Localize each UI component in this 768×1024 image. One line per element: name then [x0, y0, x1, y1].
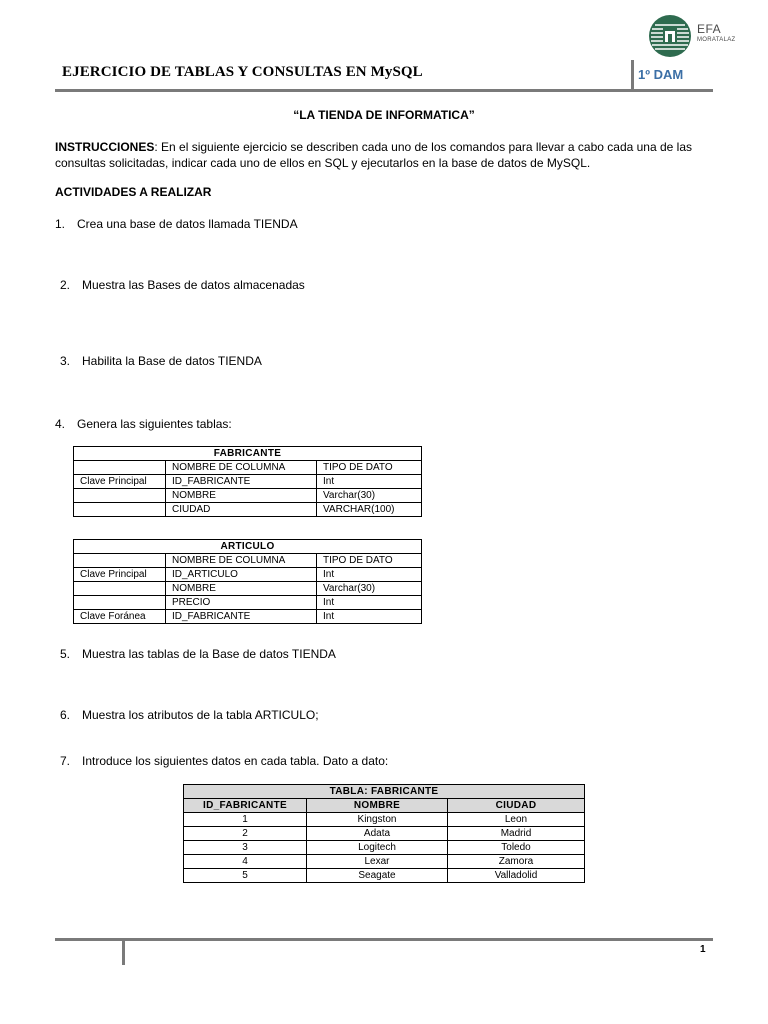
item-number: 1.	[55, 217, 66, 231]
item-text: Genera las siguientes tablas:	[77, 417, 232, 431]
column-header: TIPO DE DATO	[317, 461, 422, 475]
item-text: Introduce los siguientes datos en cada tabla. Dato a dato:	[82, 754, 389, 768]
instructions-line1: : En el siguiente ejercicio se describen cada uno de los comandos para llevar a cabo cada una de las	[154, 140, 693, 154]
articulo-spec-table	[73, 539, 422, 624]
item-number: 3.	[60, 354, 71, 368]
activities-heading: ACTIVIDADES A REALIZAR	[55, 185, 212, 199]
column-name-cell: PRECIO	[166, 596, 317, 610]
table-cell: Madrid	[448, 827, 585, 841]
key-cell	[74, 489, 166, 503]
column-header: NOMBRE DE COLUMNA	[166, 461, 317, 475]
item-text: Habilita la Base de datos TIENDA	[82, 354, 262, 368]
column-name-cell: ID_ARTICULO	[166, 568, 317, 582]
table-cell: 4	[184, 855, 307, 869]
type-cell: Int	[317, 596, 422, 610]
table-cell: Logitech	[307, 841, 448, 855]
item-number: 4.	[55, 417, 66, 431]
table-title: ARTICULO	[74, 540, 422, 554]
item-number: 5.	[60, 647, 71, 661]
footer-rule	[55, 938, 713, 941]
column-name-cell: NOMBRE	[166, 582, 317, 596]
instructions-paragraph	[55, 139, 705, 171]
type-cell: Int	[317, 568, 422, 582]
table-row	[74, 610, 422, 624]
type-cell: Varchar(30)	[317, 489, 422, 503]
key-cell	[74, 503, 166, 517]
key-cell: Clave Principal	[74, 475, 166, 489]
type-cell: Int	[317, 610, 422, 624]
type-cell: Varchar(30)	[317, 582, 422, 596]
logo-text: EFA	[697, 22, 722, 36]
item-number: 7.	[60, 754, 71, 768]
table-cell: 1	[184, 813, 307, 827]
table-cell: 5	[184, 869, 307, 883]
key-cell	[74, 582, 166, 596]
fabricante-spec-table	[73, 446, 422, 517]
table-cell: 2	[184, 827, 307, 841]
document-subtitle: “LA TIENDA DE INFORMATICA”	[293, 108, 475, 122]
efa-logo-icon	[648, 14, 692, 58]
item-text: Muestra las tablas de la Base de datos TIENDA	[82, 647, 336, 661]
table-caption: TABLA: FABRICANTE	[184, 785, 585, 799]
list-item	[60, 708, 319, 722]
table-cell: Toledo	[448, 841, 585, 855]
item-text: Muestra las Bases de datos almacenadas	[82, 278, 305, 292]
column-header: CIUDAD	[448, 799, 585, 813]
column-header: NOMBRE	[307, 799, 448, 813]
instructions-label: INSTRUCCIONES	[55, 140, 155, 154]
document-title: EJERCICIO DE TABLAS Y CONSULTAS EN MySQL	[62, 64, 423, 80]
table-cell: 3	[184, 841, 307, 855]
key-cell: Clave Foránea	[74, 610, 166, 624]
list-item	[60, 278, 305, 292]
header-divider	[631, 60, 634, 90]
table-cell: Valladolid	[448, 869, 585, 883]
column-name-cell: NOMBRE	[166, 489, 317, 503]
table-cell: Lexar	[307, 855, 448, 869]
logo-subtext: MORATALAZ	[697, 37, 736, 43]
table-cell: Adata	[307, 827, 448, 841]
column-name-cell: CIUDAD	[166, 503, 317, 517]
item-number: 6.	[60, 708, 71, 722]
column-name-cell: ID_FABRICANTE	[166, 475, 317, 489]
table-row	[184, 841, 585, 855]
item-text: Crea una base de datos llamada TIENDA	[77, 217, 298, 231]
table-cell: Leon	[448, 813, 585, 827]
table-title: FABRICANTE	[74, 447, 422, 461]
key-cell: Clave Principal	[74, 568, 166, 582]
table-cell: Seagate	[307, 869, 448, 883]
table-row	[184, 855, 585, 869]
course-label: 1º DAM	[638, 67, 684, 82]
column-header: TIPO DE DATO	[317, 554, 422, 568]
table-cell: Zamora	[448, 855, 585, 869]
column-header: NOMBRE DE COLUMNA	[166, 554, 317, 568]
table-cell	[74, 554, 166, 568]
table-row	[74, 503, 422, 517]
list-item	[60, 647, 336, 661]
list-item	[60, 754, 388, 768]
item-number: 2.	[60, 278, 71, 292]
type-cell: Int	[317, 475, 422, 489]
list-item	[60, 354, 262, 368]
table-cell	[74, 461, 166, 475]
table-cell: Kingston	[307, 813, 448, 827]
type-cell: VARCHAR(100)	[317, 503, 422, 517]
column-header: ID_FABRICANTE	[184, 799, 307, 813]
table-row	[74, 568, 422, 582]
table-row	[184, 827, 585, 841]
table-row	[74, 489, 422, 503]
instructions-line2: consultas solicitadas, indicar cada uno de ellos en SQL y ejecutarlos en la base de datos de MySQL.	[55, 156, 591, 170]
table-row	[184, 869, 585, 883]
page-number: 1	[700, 944, 706, 955]
header-rule	[55, 89, 713, 92]
fabricante-data-table	[183, 784, 585, 883]
list-item	[55, 217, 298, 231]
table-row	[74, 475, 422, 489]
key-cell	[74, 596, 166, 610]
column-name-cell: ID_FABRICANTE	[166, 610, 317, 624]
table-row	[74, 596, 422, 610]
footer-divider	[122, 938, 125, 965]
table-row	[74, 582, 422, 596]
list-item	[55, 417, 232, 431]
table-row	[184, 813, 585, 827]
item-text: Muestra los atributos de la tabla ARTICULO;	[82, 708, 319, 722]
